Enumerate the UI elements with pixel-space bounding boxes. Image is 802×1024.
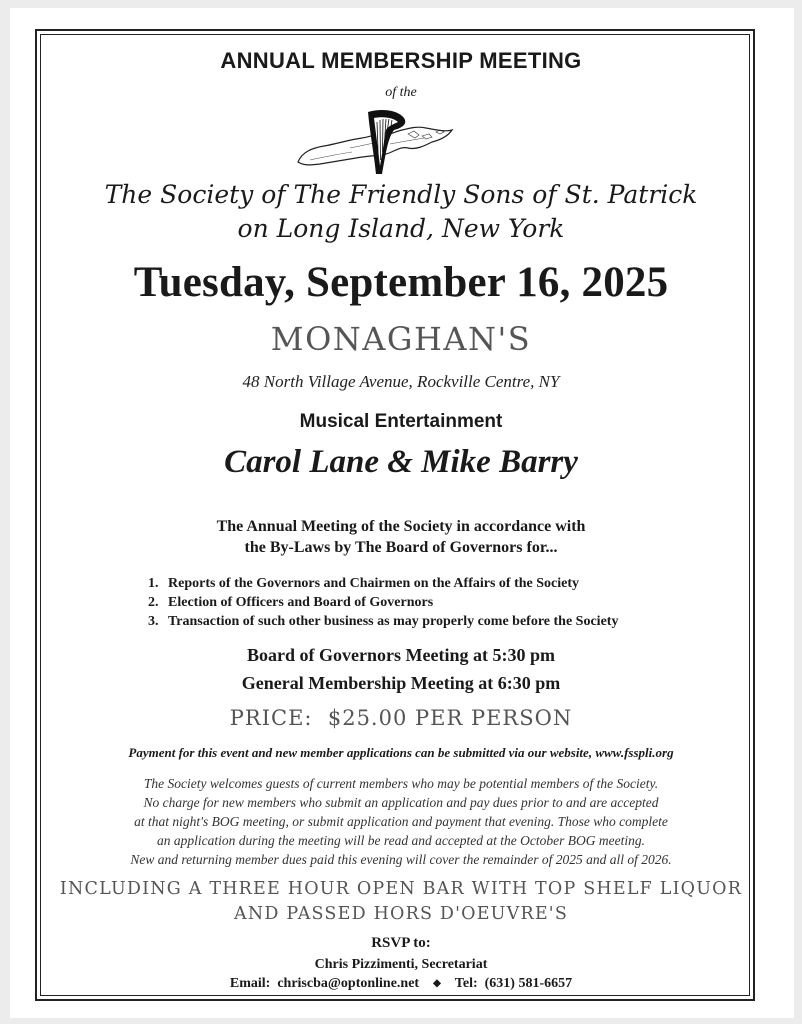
welcome-line: The Society welcomes guests of current members who may be potential members of the Society. [143, 776, 659, 791]
agenda-text: Election of Officers and Board of Governors [168, 595, 434, 610]
diamond-separator-icon: ◆ [433, 978, 441, 989]
event-date: Tuesday, September 16, 2025 [133, 259, 669, 306]
open-bar-line-2: AND PASSED HORS D'OEUVRE'S [233, 904, 569, 924]
agenda-number: 2. [148, 595, 159, 610]
general-meeting-time: General Membership Meeting at 6:30 pm [241, 673, 561, 693]
welcome-line: No charge for new members who submit an application and pay dues prior to and are accepted [143, 795, 659, 810]
contact-name: Chris Pizzimenti, Secretariat [314, 957, 488, 972]
open-bar-line-1: INCLUDING A THREE HOUR OPEN BAR WITH TOP SHELF LIQUOR [59, 879, 743, 899]
musical-entertainment-label: Musical Entertainment [299, 411, 503, 432]
contact-line [0, 976, 802, 992]
long-island-harp-logo [290, 104, 460, 180]
society-location: on Long Island, New York [237, 214, 565, 243]
venue-address: 48 North Village Avenue, Rockville Centre, NY [242, 372, 560, 391]
contact-email: Email: chriscba@optonline.net [229, 976, 420, 991]
performers: Carol Lane & Mike Barry [224, 444, 578, 480]
meeting-heading: ANNUAL MEMBERSHIP MEETING [220, 48, 582, 73]
agenda-text: Transaction of such other business as may properly come before the Society [168, 614, 619, 629]
agenda-number: 3. [148, 614, 159, 629]
contact-phone: Tel: (631) 581-6657 [454, 976, 573, 991]
agenda-item [148, 574, 618, 593]
payment-note: Payment for this event and new member applications can be submitted via our website, www.fsspli.org [128, 745, 674, 760]
agenda-item [148, 593, 618, 612]
intro-line-1: The Annual Meeting of the Society in accordance with [216, 518, 586, 535]
bog-meeting-time: Board of Governors Meeting at 5:30 pm [247, 645, 555, 665]
agenda-list [148, 574, 618, 631]
agenda-item [148, 612, 618, 631]
rsvp-label: RSVP to: [371, 935, 431, 951]
society-name: The Society of The Friendly Sons of St. Patrick [104, 180, 698, 209]
venue-name: MONAGHAN'S [270, 320, 532, 358]
welcome-line: New and returning member dues paid this evening will cover the remainder of 2025 and all of 2026. [130, 852, 672, 867]
welcome-line: an application during the meeting will be read and accepted at the October BOG meeting. [156, 833, 646, 848]
of-the-text: of the [385, 85, 417, 100]
price: PRICE: $25.00 PER PERSON [229, 706, 573, 730]
intro-line-2: the By-Laws by The Board of Governors for... [244, 539, 558, 556]
agenda-number: 1. [148, 576, 159, 591]
welcome-line: at that night's BOG meeting, or submit application and payment that evening. Those who complete [134, 814, 668, 829]
agenda-text: Reports of the Governors and Chairmen on the Affairs of the Society [168, 576, 580, 591]
welcome-paragraph [0, 774, 802, 869]
